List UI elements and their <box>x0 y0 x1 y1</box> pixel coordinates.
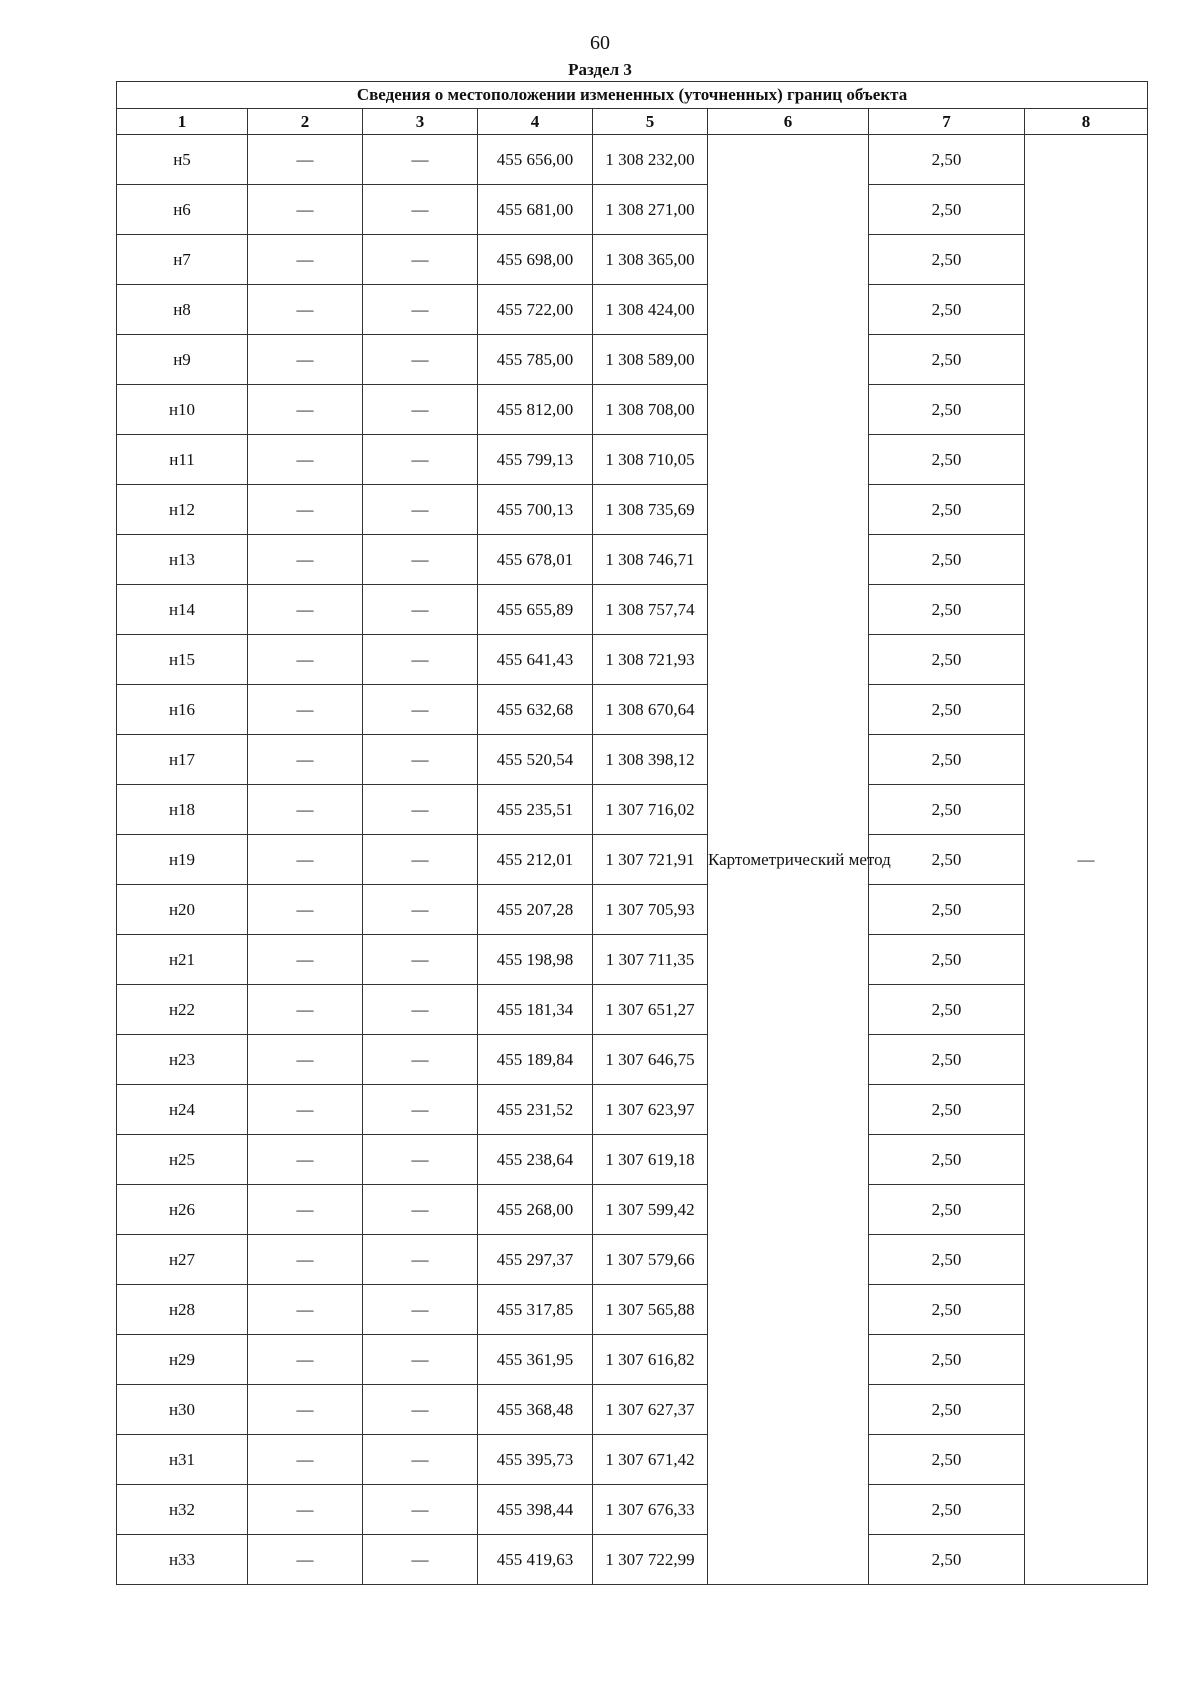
y-coordinate-cell: 1 307 565,88 <box>593 1285 708 1335</box>
column-header-1: 1 <box>117 109 248 135</box>
col3-cell: — <box>363 1135 478 1185</box>
x-coordinate-cell: 455 419,63 <box>478 1535 593 1585</box>
method-cell: Картометрический метод <box>708 135 869 1585</box>
col3-cell: — <box>363 635 478 685</box>
table-row <box>117 335 1148 385</box>
col2-cell: — <box>248 1485 363 1535</box>
col2-cell: — <box>248 785 363 835</box>
point-cell: н25 <box>117 1135 248 1185</box>
table-row <box>117 485 1148 535</box>
accuracy-cell: 2,50 <box>869 1035 1025 1085</box>
accuracy-cell: 2,50 <box>869 535 1025 585</box>
accuracy-cell: 2,50 <box>869 335 1025 385</box>
y-coordinate-cell: 1 308 735,69 <box>593 485 708 535</box>
point-cell: н13 <box>117 535 248 585</box>
table-row <box>117 435 1148 485</box>
col2-cell: — <box>248 1285 363 1335</box>
col3-cell: — <box>363 835 478 885</box>
y-coordinate-cell: 1 307 616,82 <box>593 1335 708 1385</box>
point-cell: н18 <box>117 785 248 835</box>
accuracy-cell: 2,50 <box>869 885 1025 935</box>
col2-cell: — <box>248 985 363 1035</box>
col3-cell: — <box>363 585 478 635</box>
col3-cell: — <box>363 1285 478 1335</box>
accuracy-cell: 2,50 <box>869 235 1025 285</box>
col3-cell: — <box>363 285 478 335</box>
x-coordinate-cell: 455 678,01 <box>478 535 593 585</box>
y-coordinate-cell: 1 307 599,42 <box>593 1185 708 1235</box>
y-coordinate-cell: 1 307 651,27 <box>593 985 708 1035</box>
accuracy-cell: 2,50 <box>869 785 1025 835</box>
col3-cell: — <box>363 885 478 935</box>
accuracy-cell: 2,50 <box>869 135 1025 185</box>
table-row <box>117 235 1148 285</box>
y-coordinate-cell: 1 307 722,99 <box>593 1535 708 1585</box>
x-coordinate-cell: 455 632,68 <box>478 685 593 735</box>
col3-cell: — <box>363 385 478 435</box>
table-row <box>117 1435 1148 1485</box>
point-cell: н32 <box>117 1485 248 1535</box>
col3-cell: — <box>363 485 478 535</box>
x-coordinate-cell: 455 395,73 <box>478 1435 593 1485</box>
y-coordinate-cell: 1 307 579,66 <box>593 1235 708 1285</box>
section-title: Раздел 3 <box>568 60 632 79</box>
col2-cell: — <box>248 1385 363 1435</box>
accuracy-cell: 2,50 <box>869 1285 1025 1335</box>
accuracy-cell: 2,50 <box>869 935 1025 985</box>
point-cell: н5 <box>117 135 248 185</box>
column-header-8: 8 <box>1025 109 1148 135</box>
point-cell: н21 <box>117 935 248 985</box>
table-row <box>117 1335 1148 1385</box>
y-coordinate-cell: 1 307 627,37 <box>593 1385 708 1435</box>
col2-cell: — <box>248 885 363 935</box>
col3-cell: — <box>363 985 478 1035</box>
table-row <box>117 1385 1148 1435</box>
y-coordinate-cell: 1 308 589,00 <box>593 335 708 385</box>
y-coordinate-cell: 1 307 623,97 <box>593 1085 708 1135</box>
col3-cell: — <box>363 1385 478 1435</box>
table-row <box>117 1285 1148 1335</box>
point-cell: н9 <box>117 335 248 385</box>
col3-cell: — <box>363 1535 478 1585</box>
accuracy-cell: 2,50 <box>869 985 1025 1035</box>
table-title-row <box>117 82 1148 109</box>
x-coordinate-cell: 455 235,51 <box>478 785 593 835</box>
col3-cell: — <box>363 785 478 835</box>
x-coordinate-cell: 455 655,89 <box>478 585 593 635</box>
y-coordinate-cell: 1 308 365,00 <box>593 235 708 285</box>
accuracy-cell: 2,50 <box>869 385 1025 435</box>
page-number: 60 <box>590 32 610 54</box>
x-coordinate-cell: 455 231,52 <box>478 1085 593 1135</box>
x-coordinate-cell: 455 785,00 <box>478 335 593 385</box>
point-cell: н31 <box>117 1435 248 1485</box>
col2-cell: — <box>248 485 363 535</box>
col3-cell: — <box>363 1335 478 1385</box>
table-body <box>117 135 1148 1585</box>
y-coordinate-cell: 1 307 646,75 <box>593 1035 708 1085</box>
point-cell: н23 <box>117 1035 248 1085</box>
col2-cell: — <box>248 1035 363 1085</box>
x-coordinate-cell: 455 722,00 <box>478 285 593 335</box>
x-coordinate-cell: 455 317,85 <box>478 1285 593 1335</box>
accuracy-cell: 2,50 <box>869 1135 1025 1185</box>
table-row <box>117 835 1148 885</box>
table-row <box>117 1085 1148 1135</box>
col2-cell: — <box>248 335 363 385</box>
point-cell: н12 <box>117 485 248 535</box>
x-coordinate-cell: 455 361,95 <box>478 1335 593 1385</box>
table-row <box>117 1035 1148 1085</box>
x-coordinate-cell: 455 799,13 <box>478 435 593 485</box>
y-coordinate-cell: 1 307 705,93 <box>593 885 708 935</box>
point-cell: н27 <box>117 1235 248 1285</box>
table-row <box>117 685 1148 735</box>
x-coordinate-cell: 455 268,00 <box>478 1185 593 1235</box>
y-coordinate-cell: 1 307 711,35 <box>593 935 708 985</box>
point-cell: н28 <box>117 1285 248 1335</box>
x-coordinate-cell: 455 698,00 <box>478 235 593 285</box>
col8-cell: — <box>1025 135 1148 1585</box>
col3-cell: — <box>363 1435 478 1485</box>
col3-cell: — <box>363 135 478 185</box>
point-cell: н10 <box>117 385 248 435</box>
table-row <box>117 985 1148 1035</box>
col3-cell: — <box>363 335 478 385</box>
col2-cell: — <box>248 285 363 335</box>
y-coordinate-cell: 1 307 671,42 <box>593 1435 708 1485</box>
col3-cell: — <box>363 435 478 485</box>
col2-cell: — <box>248 1085 363 1135</box>
point-cell: н17 <box>117 735 248 785</box>
accuracy-cell: 2,50 <box>869 285 1025 335</box>
col2-cell: — <box>248 1235 363 1285</box>
col3-cell: — <box>363 685 478 735</box>
point-cell: н8 <box>117 285 248 335</box>
table-row <box>117 185 1148 235</box>
x-coordinate-cell: 455 212,01 <box>478 835 593 885</box>
table-row <box>117 1135 1148 1185</box>
col2-cell: — <box>248 1135 363 1185</box>
point-cell: н14 <box>117 585 248 635</box>
col2-cell: — <box>248 1335 363 1385</box>
col2-cell: — <box>248 635 363 685</box>
col2-cell: — <box>248 585 363 635</box>
point-cell: н15 <box>117 635 248 685</box>
point-cell: н22 <box>117 985 248 1035</box>
column-header-4: 4 <box>478 109 593 135</box>
x-coordinate-cell: 455 812,00 <box>478 385 593 435</box>
col3-cell: — <box>363 1035 478 1085</box>
accuracy-cell: 2,50 <box>869 1485 1025 1535</box>
table-row <box>117 935 1148 985</box>
point-cell: н11 <box>117 435 248 485</box>
accuracy-cell: 2,50 <box>869 585 1025 635</box>
x-coordinate-cell: 455 641,43 <box>478 635 593 685</box>
table-row <box>117 1185 1148 1235</box>
point-cell: н20 <box>117 885 248 935</box>
x-coordinate-cell: 455 189,84 <box>478 1035 593 1085</box>
x-coordinate-cell: 455 398,44 <box>478 1485 593 1535</box>
accuracy-cell: 2,50 <box>869 1085 1025 1135</box>
accuracy-cell: 2,50 <box>869 1235 1025 1285</box>
col3-cell: — <box>363 185 478 235</box>
x-coordinate-cell: 455 238,64 <box>478 1135 593 1185</box>
col3-cell: — <box>363 1235 478 1285</box>
column-header-5: 5 <box>593 109 708 135</box>
table-title: Сведения о местоположении измененных (уточненных) границ объекта <box>117 82 1148 109</box>
point-cell: н7 <box>117 235 248 285</box>
point-cell: н6 <box>117 185 248 235</box>
y-coordinate-cell: 1 307 676,33 <box>593 1485 708 1535</box>
y-coordinate-cell: 1 308 746,71 <box>593 535 708 585</box>
col2-cell: — <box>248 735 363 785</box>
col3-cell: — <box>363 1485 478 1535</box>
accuracy-cell: 2,50 <box>869 1435 1025 1485</box>
point-cell: н16 <box>117 685 248 735</box>
accuracy-cell: 2,50 <box>869 1385 1025 1435</box>
col3-cell: — <box>363 1185 478 1235</box>
accuracy-cell: 2,50 <box>869 185 1025 235</box>
col3-cell: — <box>363 935 478 985</box>
y-coordinate-cell: 1 307 716,02 <box>593 785 708 835</box>
table-row <box>117 285 1148 335</box>
point-cell: н30 <box>117 1385 248 1435</box>
column-header-3: 3 <box>363 109 478 135</box>
col3-cell: — <box>363 1085 478 1135</box>
col2-cell: — <box>248 135 363 185</box>
x-coordinate-cell: 455 656,00 <box>478 135 593 185</box>
accuracy-cell: 2,50 <box>869 685 1025 735</box>
y-coordinate-cell: 1 308 398,12 <box>593 735 708 785</box>
point-cell: н33 <box>117 1535 248 1585</box>
table-row <box>117 1235 1148 1285</box>
y-coordinate-cell: 1 308 710,05 <box>593 435 708 485</box>
col2-cell: — <box>248 935 363 985</box>
table-row <box>117 735 1148 785</box>
col2-cell: — <box>248 385 363 435</box>
col2-cell: — <box>248 435 363 485</box>
point-cell: н26 <box>117 1185 248 1235</box>
x-coordinate-cell: 455 368,48 <box>478 1385 593 1435</box>
col2-cell: — <box>248 1535 363 1585</box>
col3-cell: — <box>363 235 478 285</box>
accuracy-cell: 2,50 <box>869 835 1025 885</box>
x-coordinate-cell: 455 198,98 <box>478 935 593 985</box>
y-coordinate-cell: 1 308 721,93 <box>593 635 708 685</box>
col3-cell: — <box>363 735 478 785</box>
y-coordinate-cell: 1 308 271,00 <box>593 185 708 235</box>
y-coordinate-cell: 1 308 670,64 <box>593 685 708 735</box>
accuracy-cell: 2,50 <box>869 1535 1025 1585</box>
table-row <box>117 585 1148 635</box>
table-row <box>117 135 1148 185</box>
accuracy-cell: 2,50 <box>869 735 1025 785</box>
point-cell: н19 <box>117 835 248 885</box>
column-header-7: 7 <box>869 109 1025 135</box>
y-coordinate-cell: 1 307 721,91 <box>593 835 708 885</box>
y-coordinate-cell: 1 308 424,00 <box>593 285 708 335</box>
x-coordinate-cell: 455 207,28 <box>478 885 593 935</box>
table-row <box>117 1485 1148 1535</box>
col2-cell: — <box>248 835 363 885</box>
y-coordinate-cell: 1 308 232,00 <box>593 135 708 185</box>
col2-cell: — <box>248 185 363 235</box>
point-cell: н29 <box>117 1335 248 1385</box>
accuracy-cell: 2,50 <box>869 485 1025 535</box>
col2-cell: — <box>248 535 363 585</box>
accuracy-cell: 2,50 <box>869 435 1025 485</box>
col3-cell: — <box>363 535 478 585</box>
accuracy-cell: 2,50 <box>869 635 1025 685</box>
x-coordinate-cell: 455 520,54 <box>478 735 593 785</box>
table-row <box>117 535 1148 585</box>
accuracy-cell: 2,50 <box>869 1185 1025 1235</box>
column-header-2: 2 <box>248 109 363 135</box>
column-header-row <box>117 109 1148 135</box>
accuracy-cell: 2,50 <box>869 1335 1025 1385</box>
table-row <box>117 785 1148 835</box>
y-coordinate-cell: 1 308 757,74 <box>593 585 708 635</box>
y-coordinate-cell: 1 308 708,00 <box>593 385 708 435</box>
column-header-6: 6 <box>708 109 869 135</box>
coordinates-table <box>116 81 1148 1585</box>
table-row <box>117 385 1148 435</box>
table-row <box>117 1535 1148 1585</box>
point-cell: н24 <box>117 1085 248 1135</box>
col2-cell: — <box>248 1185 363 1235</box>
col2-cell: — <box>248 685 363 735</box>
col2-cell: — <box>248 235 363 285</box>
x-coordinate-cell: 455 297,37 <box>478 1235 593 1285</box>
table-row <box>117 885 1148 935</box>
x-coordinate-cell: 455 681,00 <box>478 185 593 235</box>
x-coordinate-cell: 455 181,34 <box>478 985 593 1035</box>
table-row <box>117 635 1148 685</box>
y-coordinate-cell: 1 307 619,18 <box>593 1135 708 1185</box>
col2-cell: — <box>248 1435 363 1485</box>
x-coordinate-cell: 455 700,13 <box>478 485 593 535</box>
